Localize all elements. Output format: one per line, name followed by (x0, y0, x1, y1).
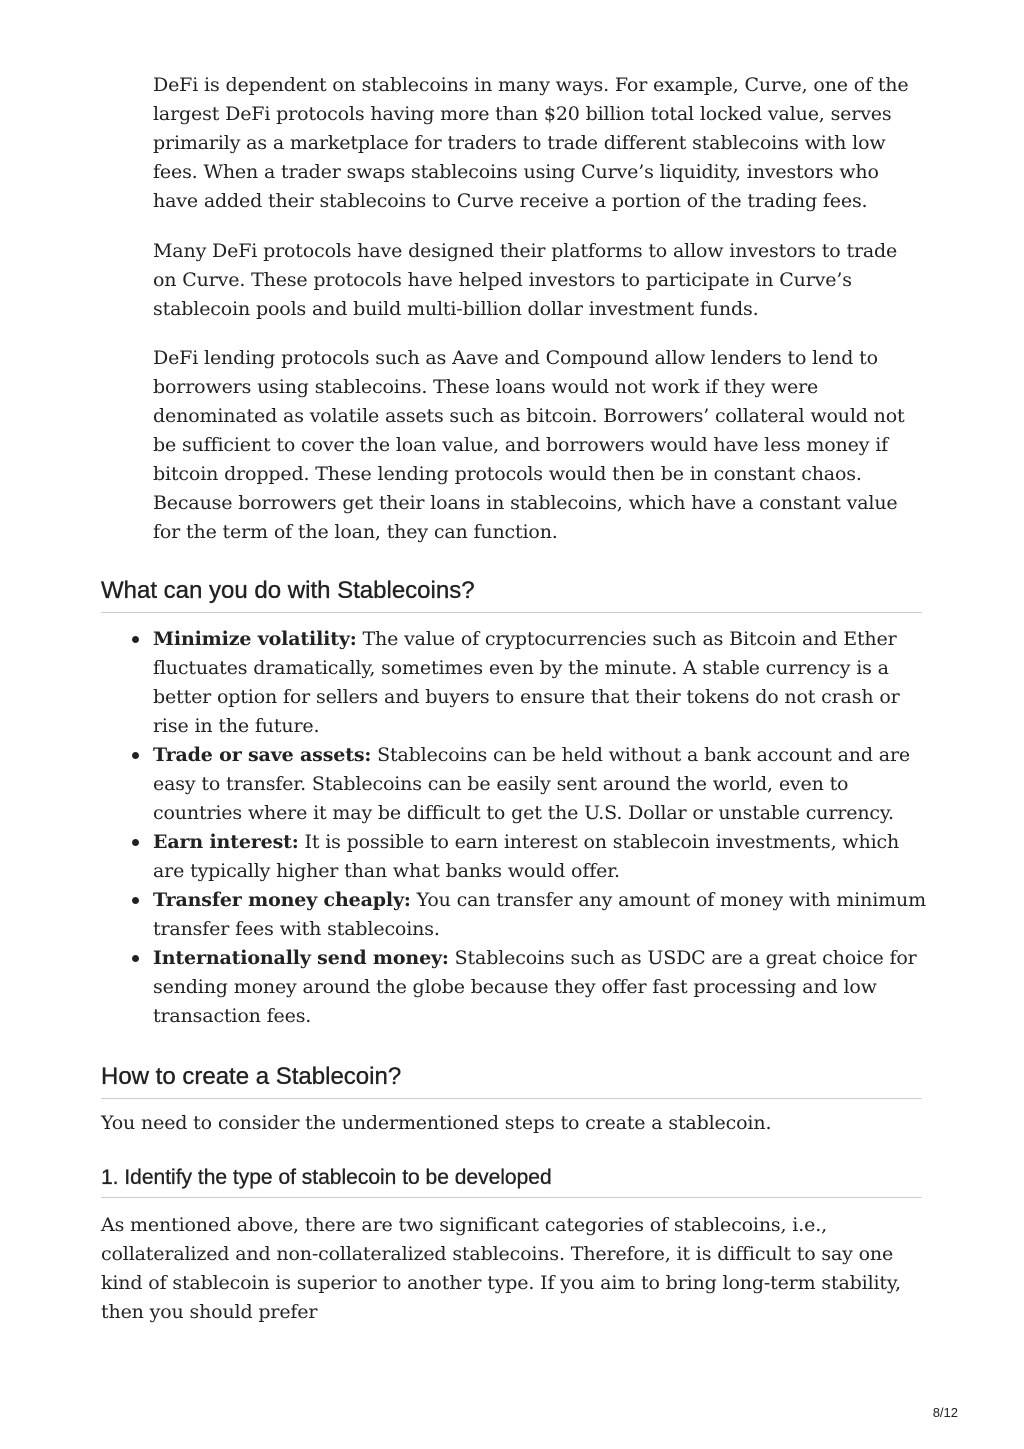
list-item-text: Stablecoins can be held without a bank account and are easy to transfer. Stablecoins can be easily sent around the world, even to countries where it may be difficult to get the U.S. Dollar or unstable currency. (153, 744, 910, 824)
list-item-text: You can transfer any amount of money with minimum transfer fees with stablecoins. (153, 889, 926, 940)
bullet-icon (132, 897, 139, 904)
heading-step-1: 1. Identify the type of stablecoin to be developed (101, 1166, 922, 1198)
paragraph-create-intro: You need to consider the undermentioned steps to create a stablecoin. (101, 1112, 772, 1134)
list-item-term: Earn interest: (153, 831, 299, 853)
paragraph-step-1: As mentioned above, there are two significant categories of stablecoins, i.e., collateralized and non-collateralized stablecoins. Therefore, it is difficult to say one kind of stablecoin is superior to another type. If you aim to bring long-term stability, then you should prefer (101, 1214, 901, 1323)
list-item-term: Transfer money cheaply: (153, 889, 411, 911)
uses-list (153, 625, 928, 1031)
list-item (153, 625, 928, 741)
paragraph-curve-protocols: Many DeFi protocols have designed their platforms to allow investors to trade on Curve. These protocols have helped investors to participate in Curve’s stablecoin pools and build multi-billion dollar investment funds. (153, 240, 898, 320)
bullet-icon (132, 752, 139, 759)
page-number: 8/12 (932, 1405, 958, 1420)
list-item (153, 741, 928, 828)
bullet-icon (132, 955, 139, 962)
list-item (153, 828, 928, 886)
list-item-text: The value of cryptocurrencies such as Bitcoin and Ether fluctuates dramatically, sometimes even by the minute. A stable currency is a better option for sellers and buyers to ensure that their tokens do not crash or rise in the future. (153, 628, 900, 737)
bullet-icon (132, 839, 139, 846)
heading-uses: What can you do with Stablecoins? (101, 577, 922, 613)
list-item-text: It is possible to earn interest on stablecoin investments, which are typically higher than what banks would offer. (153, 831, 900, 882)
list-item-term: Minimize volatility: (153, 628, 357, 650)
list-item-term: Trade or save assets: (153, 744, 372, 766)
list-item (153, 944, 928, 1031)
list-item-term: Internationally send money: (153, 947, 449, 969)
list-item (153, 886, 928, 944)
list-item-text: Stablecoins such as USDC are a great choice for sending money around the globe because they offer fast processing and low transaction fees. (153, 947, 917, 1027)
paragraph-lending: DeFi lending protocols such as Aave and Compound allow lenders to lend to borrowers using stablecoins. These loans would not work if they were denominated as volatile assets such as bitcoin. Borrowers’ collateral would not be sufficient to cover the loan value, and borrowers would have less money if bitcoin dropped. These lending protocols would then be in constant chaos. Because borrowers get their loans in stablecoins, which have a constant value for the term of the loan, they can function. (153, 347, 905, 543)
paragraph-defi-dependence: DeFi is dependent on stablecoins in many ways. For example, Curve, one of the largest DeFi protocols having more than $20 billion total locked value, serves primarily as a marketplace for traders to trade different stablecoins with low fees. When a trader swaps stablecoins using Curve’s liquidity, investors who have added their stablecoins to Curve receive a portion of the trading fees. (153, 74, 909, 212)
heading-create: How to create a Stablecoin? (101, 1063, 922, 1099)
bullet-icon (132, 636, 139, 643)
